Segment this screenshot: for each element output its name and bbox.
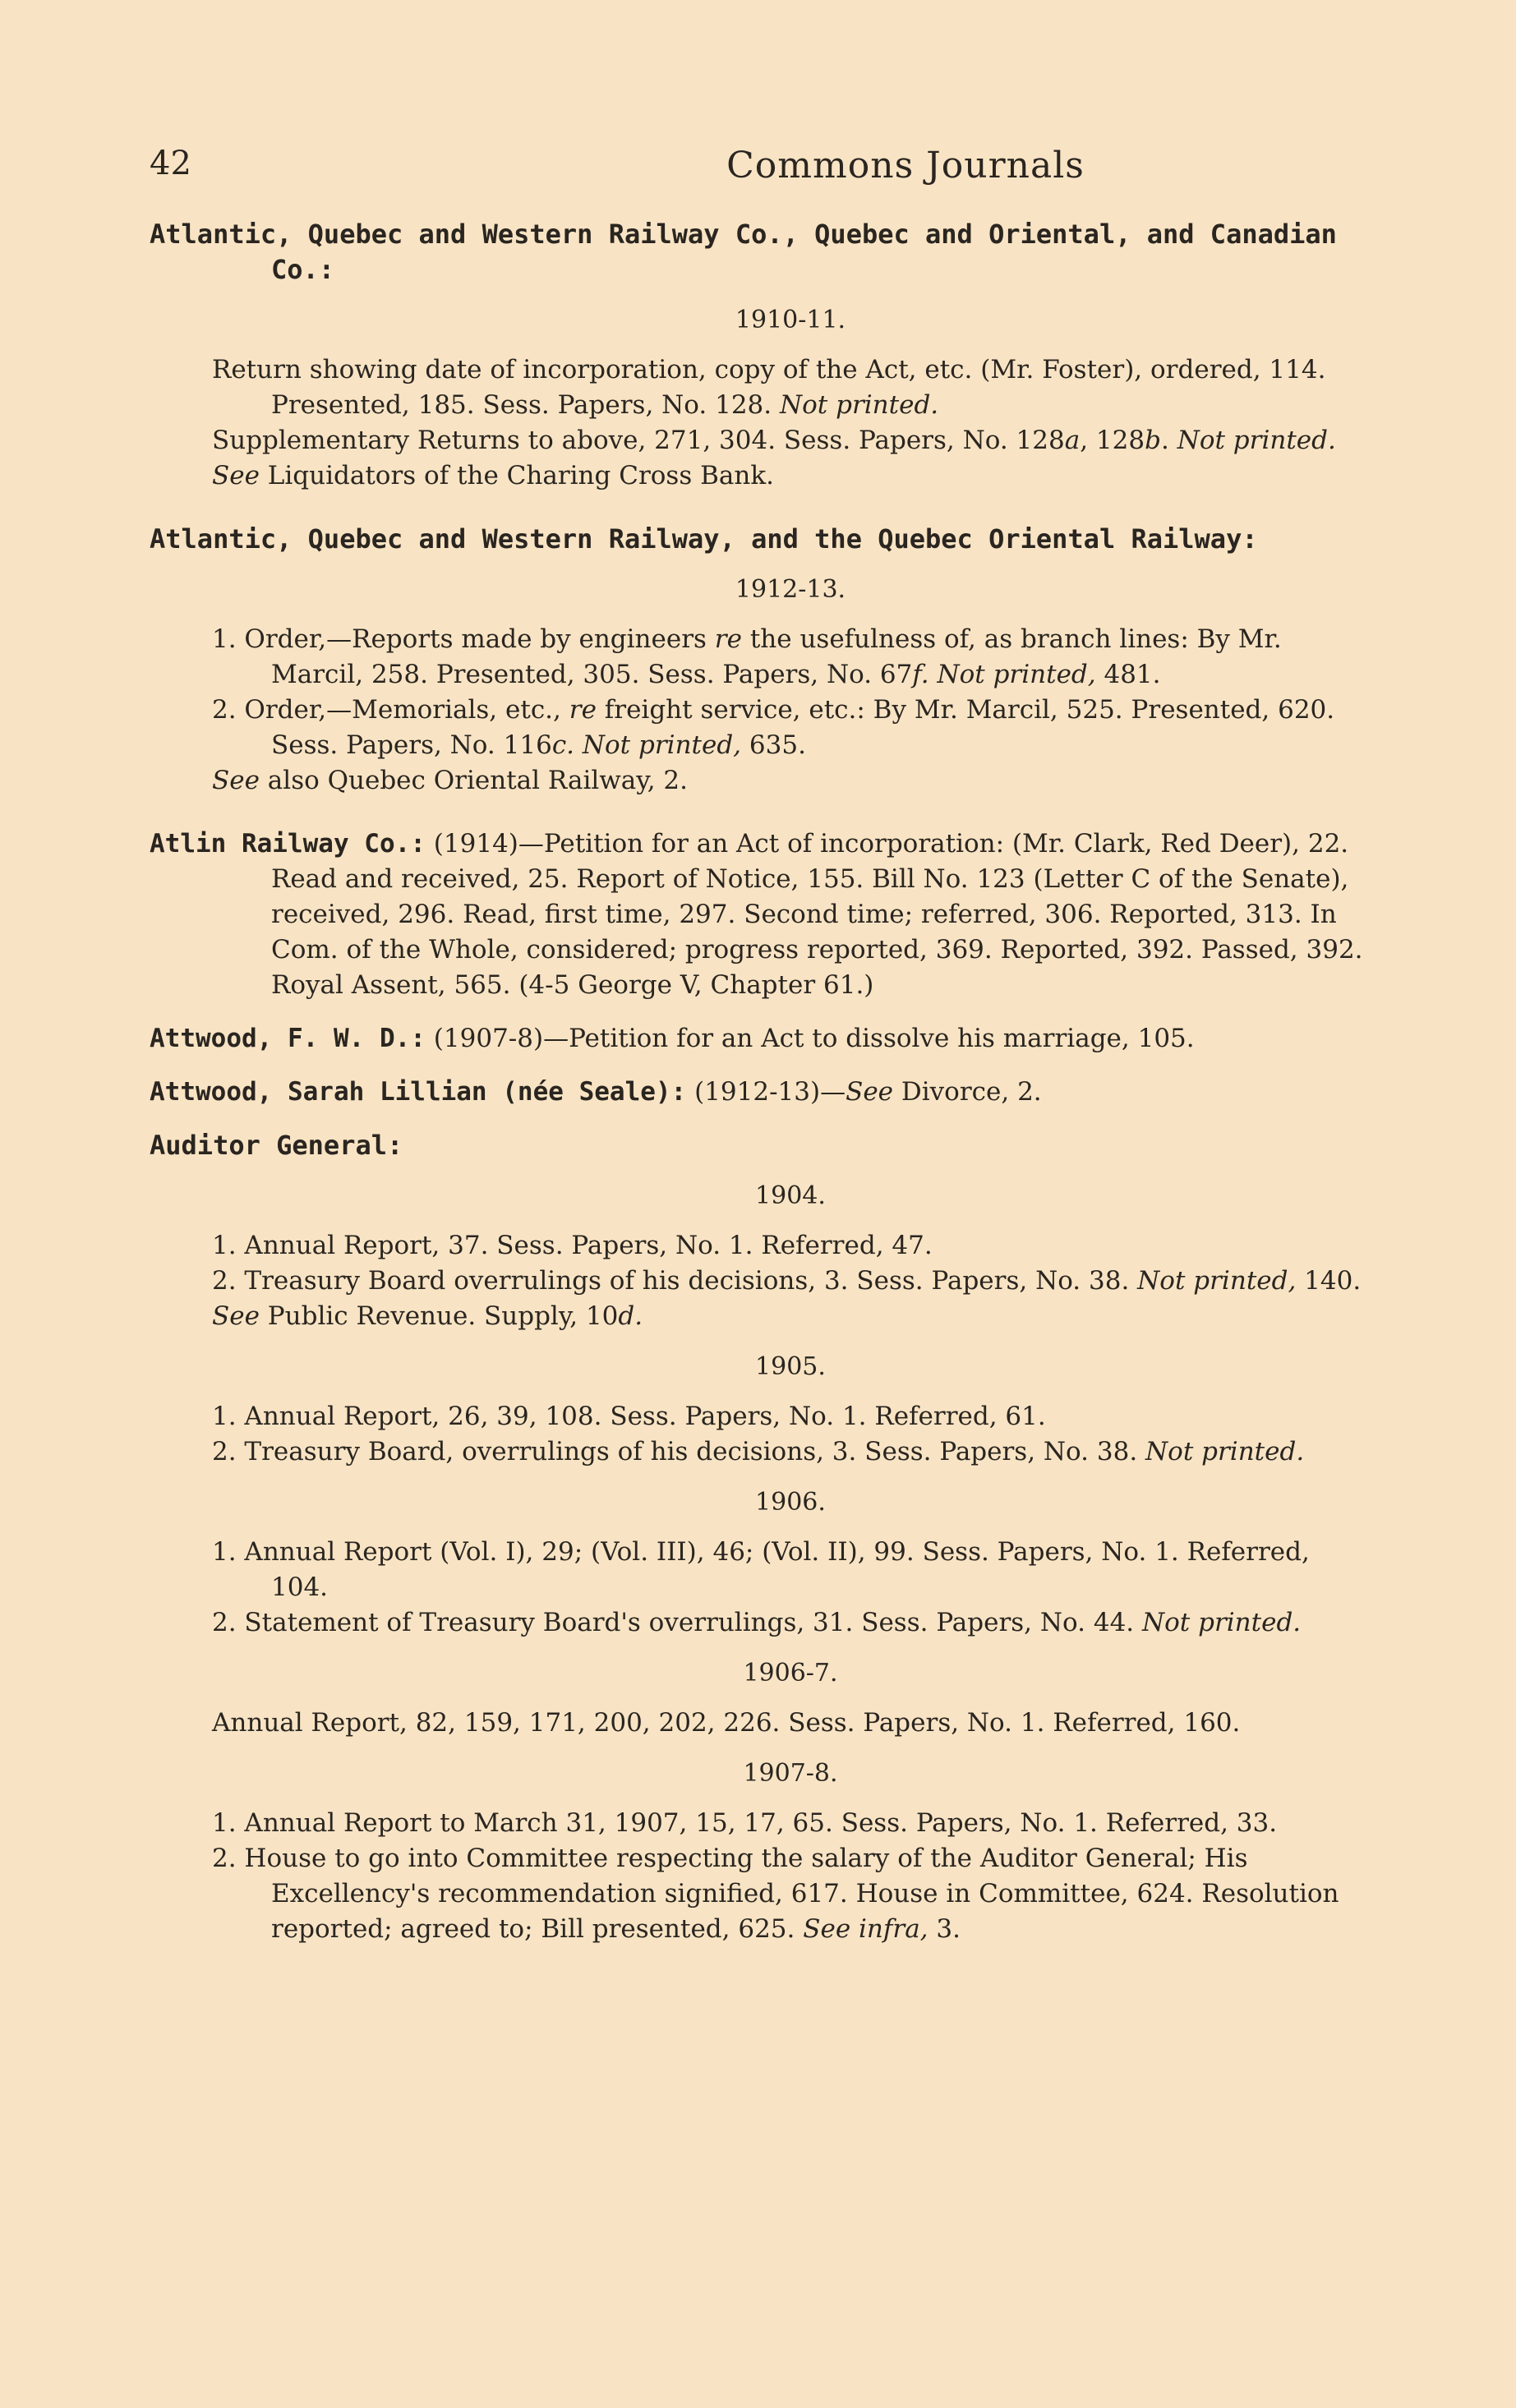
index-item: 1. Annual Report to March 31, 1907, 15, 17, 65. Sess. Papers, No. 1. Referred, 33. [212,1808,1278,1838]
index-item: 1. Order,—Reports made by engineers re the usefulness of, as branch lines: By Mr. Marcil, 258. Presented, 305. Sess. Papers, No. 67f. Not printed, 481. [212,624,1282,689]
entry-heading: Atlantic, Quebec and Western Railway Co., Quebec and Oriental, and Canadian Co.: [150,219,1337,285]
index-item: 1. Annual Report (Vol. I), 29; (Vol. III), 46; (Vol. II), 99. Sess. Papers, No. 1. Referred, 104. [212,1537,1310,1602]
entry-heading: Attwood, Sarah Lillian (née Seale): [150,1077,687,1107]
entry-aqw-co [150,217,1374,494]
year-label: 1906. [755,1488,826,1517]
year-label: 1912-13. [735,575,846,604]
entry-atlin: Atlin Railway Co.: (1914)—Petition for an Act of incorporation: (Mr. Clark, Red Deer), 22. Read and received, 25. Report of Notice, 155. Bill No. 123 (Letter C of the Senate), received, 296. Read, first time, 297. Second time; referred, 306. Reported, 313. In Com. of the Whole, considered; progress reported, 369. Reported, 392. Passed, 392. Royal Assent, 565. (4-5 George V, Chapter 61.) [150,829,1363,1000]
index-item: 2. Order,—Memorials, etc., re freight service, etc.: By Mr. Marcil, 525. Presented, 620. Sess. Papers, No. 116c. Not printed, 635. [212,695,1335,760]
index-item: Return showing date of incorporation, copy of the Act, etc. (Mr. Foster), ordered, 114. Presented, 185. Sess. Papers, No. 128. Not printed. [212,355,1326,420]
see-reference: See Liquidators of the Charing Cross Bank. [212,461,774,490]
see-reference: See Public Revenue. Supply, 10d. [212,1301,643,1331]
entry-aqw-oriental [150,522,1374,799]
index-item: 1. Annual Report, 26, 39, 108. Sess. Papers, No. 1. Referred, 61. [212,1402,1046,1431]
see-reference: See also Quebec Oriental Railway, 2. [212,766,688,795]
year-label: 1904. [755,1181,826,1210]
journal-title: Commons Journals [726,145,1085,186]
entry-heading: Atlin Railway Co.: [150,829,426,859]
year-label: 1905. [755,1352,826,1381]
year-label: 1910-11. [735,306,846,334]
index-item: 2. House to go into Committee respecting the salary of the Auditor General; His Excellency's recommendation signified, 617. House in Committee, 624. Resolution reported; agreed to; Bill presented, 625. See infra, 3. [212,1844,1339,1944]
entry-heading: Atlantic, Quebec and Western Railway, and the Quebec Oriental Railway: [150,523,1258,555]
index-item: 2. Statement of Treasury Board's overrulings, 31. Sess. Papers, No. 44. Not printed. [212,1608,1302,1637]
index-item: Annual Report, 82, 159, 171, 200, 202, 226. Sess. Papers, No. 1. Referred, 160. [212,1708,1241,1738]
year-label: 1906-7. [743,1659,838,1687]
year-label: 1907-8. [743,1759,838,1788]
index-content [150,217,1374,1947]
entry-heading: Auditor General: [150,1130,403,1161]
index-item: Supplementary Returns to above, 271, 304. Sess. Papers, No. 128a, 128b. Not printed. [212,426,1336,455]
index-item: 2. Treasury Board overrulings of his decisions, 3. Sess. Papers, No. 38. Not printed, 140. [212,1266,1362,1296]
page-number: 42 [150,145,191,182]
entry-heading: Attwood, F. W. D.: [150,1024,426,1053]
entry-auditor-general [150,1128,1374,1947]
running-head [150,145,1382,194]
index-item: 1. Annual Report, 37. Sess. Papers, No. 1. Referred, 47. [212,1231,933,1260]
entry-attwood-sarah: Attwood, Sarah Lillian (née Seale): (1912-13)—See Divorce, 2. [150,1077,1042,1107]
index-item: 2. Treasury Board, overrulings of his decisions, 3. Sess. Papers, No. 38. Not printed. [212,1437,1305,1466]
entry-attwood-fwd: Attwood, F. W. D.: (1907-8)—Petition for an Act to dissolve his marriage, 105. [150,1024,1195,1053]
